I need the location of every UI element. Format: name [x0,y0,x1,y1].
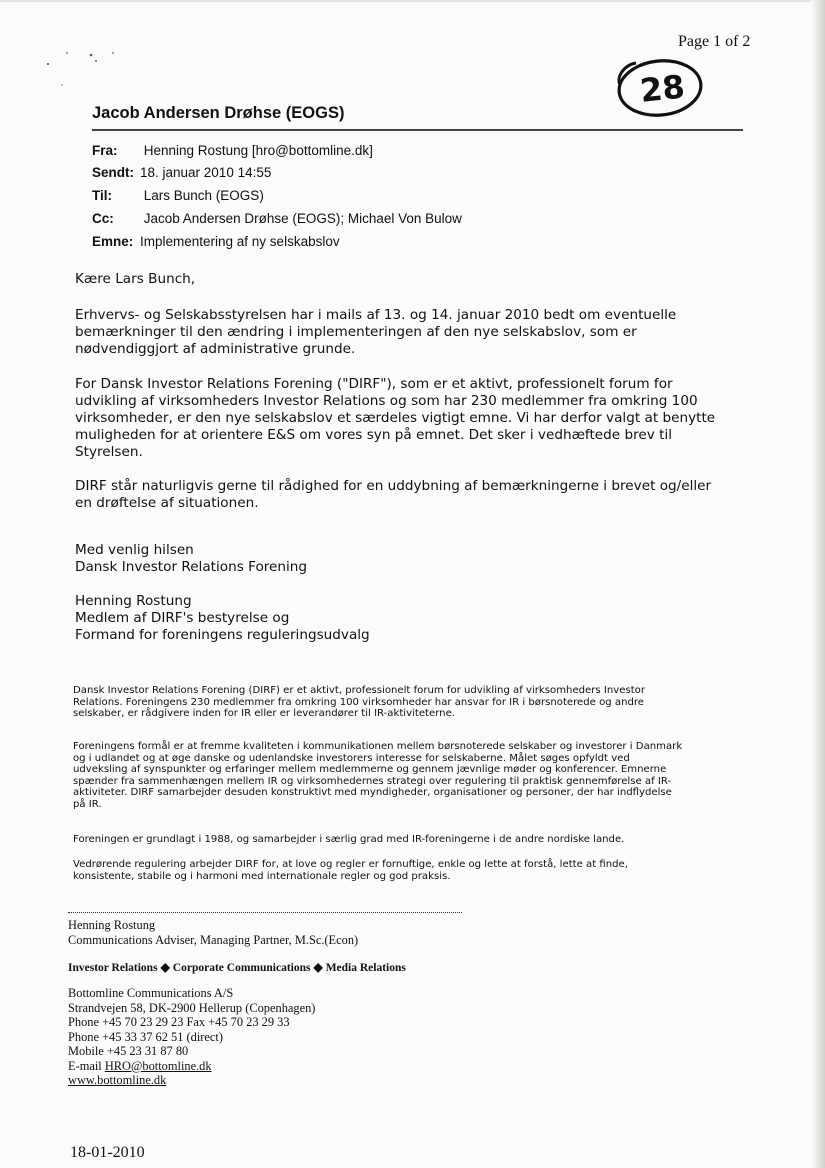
closing-line: Dansk Investor Relations Forening [75,559,308,575]
signature-role: Communications Adviser, Managing Partner, M.Sc.(Econ) [68,932,359,947]
email-line [68,1059,315,1074]
page-indicator: Page 1 of 2 [678,33,751,50]
body-paragraph-3 [75,478,740,512]
body-line: en drøftelse af situationen. [75,495,259,511]
signature-line: Henning Rostung [75,593,192,609]
phone-direct: Phone +45 33 37 62 51 (direct) [68,1029,223,1044]
about-line: Relations. Foreningens 230 medlemmer fra omkring 100 virksomheder har ansvar for IR i børsnoterede og andre [73,696,645,708]
greeting: Kære Lars Bunch, [75,271,196,287]
about-line: Vedrørende regulering arbejder DIRF for, at love og regler er fornuftige, enkle og lette at forstå, lette at finde, [73,859,628,870]
tagline-item: Corporate Communications [172,962,311,974]
header-to-label: Til: [92,188,112,203]
body-line: udvikling af virksomheders Investor Relations og som har 230 medlemmer fra omkring 100 [75,393,698,409]
phone-mobile: Mobile +45 23 31 87 80 [68,1044,189,1058]
closing-line: Med venlig hilsen [75,542,194,558]
company-contact-block [68,986,315,1088]
services-tagline [68,960,406,975]
about-line: udveksling af synspunkter og erfaringer mellem medlemmerne og gennem jævnlige møder og konferencer. Emnerne [73,764,667,775]
tagline-item: Investor Relations [68,962,158,974]
header-subject-label: Emne: [92,234,134,249]
phone-fax: Phone +45 70 23 29 23 Fax +45 70 23 29 33 [68,1015,290,1029]
letter-signature [75,593,370,644]
website-link[interactable]: www.bottomline.dk [68,1073,167,1087]
body-line: nødvendiggjort af administrative grunde. [75,341,356,357]
scan-right-edge [811,0,825,1168]
header-from-label: Fra: [92,143,118,158]
stamp-number: 28 [638,67,687,110]
header-to-value: Lars Bunch (EOGS) [143,188,264,203]
body-line: bemærkninger til den ændring i implementeringen af den nye selskabslov, som er [75,324,637,340]
signature-line: Medlem af DIRF's bestyrelse og [75,610,290,626]
about-line: spænder fra sammenhængen mellem IR og virksomhedernes strategi over regulering til praktisk gennemførelse af IR- [73,775,672,787]
header-subject-value: Implementering af ny selskabslov [140,234,340,249]
header-to [92,188,264,203]
body-line: DIRF står naturligvis gerne til rådighed for en uddybning af bemærkningerne i brevet og/eller [75,478,712,494]
about-line: Foreningens formål er at fremme kvaliteten i kommunikationen mellem børsnoterede selskaber og investorer i Danmark [73,741,683,752]
body-line: For Dansk Investor Relations Forening ("DIRF"), som er et aktivt, professionelt forum for [75,376,673,392]
handwritten-number-stamp [614,55,704,119]
body-paragraph-1 [75,307,740,358]
signature-name: Henning Rostung [68,918,156,932]
email-label: E-mail [68,1058,105,1073]
about-line: og i udlandet og at øge danske og udenlandske investorers interesse for selskaberne. Målet søges opfyldt ved [73,752,630,764]
signature-divider [68,912,462,913]
tagline-item: Media Relations [325,962,406,974]
header-sent [92,165,271,180]
email-link[interactable]: HRO@bottomline.dk [104,1058,212,1073]
about-line: aktiviteter. DIRF samarbejder desuden konstruktivt med myndigheder, organisationer og personer, der har indflydelse [73,787,672,798]
closing [75,542,307,576]
body-line: Styrelsen. [75,444,143,460]
diamond-separator-icon: ◆ [313,960,323,974]
about-paragraph-3 [73,834,753,846]
diamond-separator-icon: ◆ [160,960,170,974]
about-line: på IR. [73,798,102,810]
email-sender-title: Jacob Andersen Drøhse (EOGS) [92,104,345,122]
email-signature-identity [68,918,358,947]
header-divider [92,129,743,131]
header-sent-value: 18. januar 2010 14:55 [140,165,272,180]
about-line: Foreningen er grundlagt i 1988, og samarbejder i særlig grad med IR-foreningerne i de andre nordiske lande. [73,834,625,845]
footer-date: 18-01-2010 [70,1144,145,1161]
about-line: Dansk Investor Relations Forening (DIRF) er et aktivt, professionelt forum for udvikling af virksomheders Investor [73,685,645,696]
header-from [92,143,373,158]
body-paragraph-2 [75,376,740,461]
about-paragraph-2 [73,741,753,810]
scan-top-edge [0,0,825,2]
header-cc [92,211,462,226]
body-line: virksomheder, er den nye selskabslov et særdeles vigtigt emne. Vi har derfor valgt at benytte [75,410,716,426]
header-subject [92,234,340,249]
header-sent-label: Sendt: [92,165,134,180]
company-name: Bottomline Communications A/S [68,986,234,1000]
about-paragraph-4 [73,859,753,882]
header-cc-value: Jacob Andersen Drøhse (EOGS); Michael Von Bulow [143,211,462,226]
about-paragraph-1 [73,685,753,720]
body-line: muligheden for at orientere E&S om vores syn på emnet. Det sker i vedhæftede brev til [75,427,673,443]
scan-specks [40,44,130,94]
company-address: Strandvejen 58, DK-2900 Hellerup (Copenhagen) [68,1000,316,1015]
signature-line: Formand for foreningens reguleringsudvalg [75,627,370,643]
header-cc-label: Cc: [92,211,114,226]
body-line: Erhvervs- og Selskabsstyrelsen har i mails af 13. og 14. januar 2010 bedt om eventuelle [75,307,677,323]
about-line: konsistente, stabile og i harmoni med internationale regler og god praksis. [73,870,451,882]
about-line: selskaber, er rådgivere inden for IR eller er leverandører til IR-aktiviteterne. [73,708,455,719]
header-from-value: Henning Rostung [hro@bottomline.dk] [143,143,373,158]
